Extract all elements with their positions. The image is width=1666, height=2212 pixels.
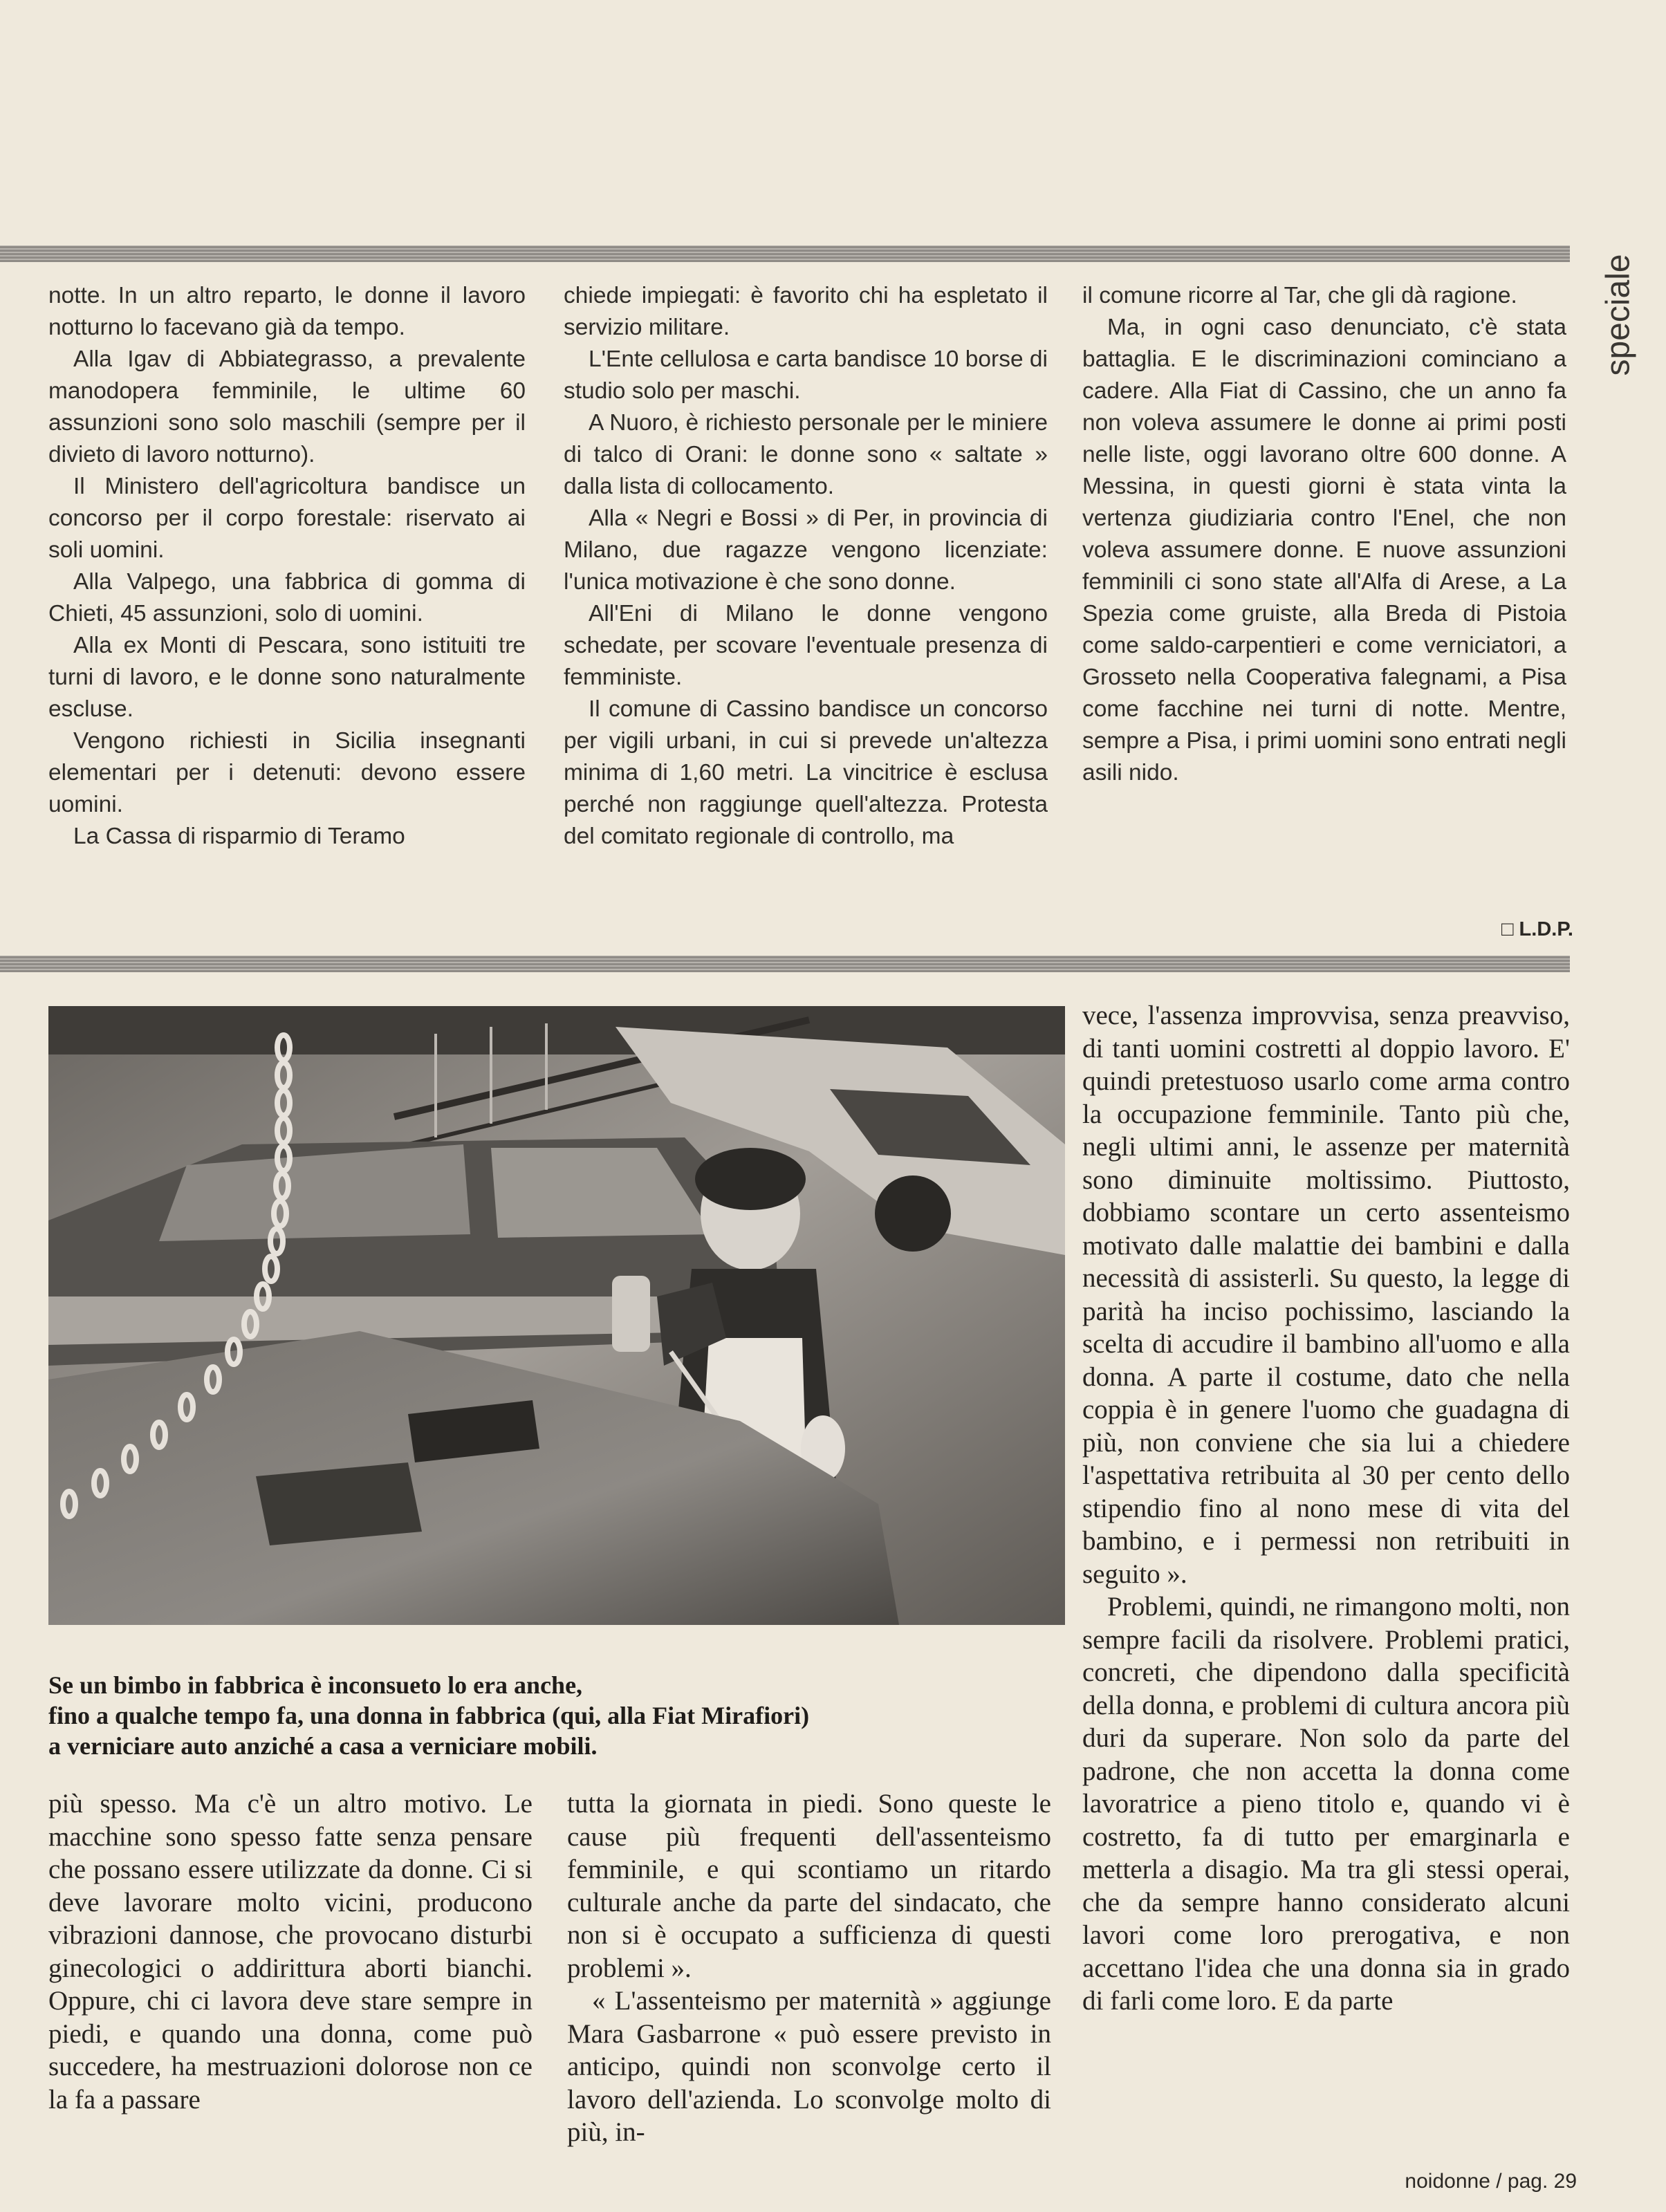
top-column-1: notte. In un altro reparto, le donne il lavoro notturno lo facevano già da tempo. Alla Igav di Abbiategrasso, a prevalente manodopera femminile, le ultime 60 assunzioni sono solo maschili (sempre per il divieto di lavoro notturno). Il Ministero dell'agricoltura bandisce un concorso per il corpo forestale: riservato ai soli uomini. Alla Valpego, una fabbrica di gomma di Chieti, 45 assunzioni, solo di uomini. Alla ex Monti di Pescara, sono istituiti tre turni di lavoro, e le donne sono naturalmente escluse. Vengono richiesti in Sicilia insegnanti elementari per i detenuti: devono essere uomini. La Cassa di risparmio di Teramo <box>48 283 526 849</box>
section-label: speciale <box>1600 253 1637 376</box>
bottom-column-1: più spesso. Ma c'è un altro motivo. Le macchine sono spesso fatte senza pensare che possano essere utilizzate da donne. Ci si deve lavorare molto vicini, producono vibrazioni dannose, che provocano disturbi ginecologici o addirittura aborti bianchi. Oppure, chi ci lavora deve stare sempre in piedi, e quando una donna, come può succedere, ha mestruazioni dolorose non ce la fa a passare <box>48 1789 533 2115</box>
page-footer <box>1314 2170 1577 2197</box>
bottom-column-2: tutta la giornata in piedi. Sono queste le cause più frequenti dell'assenteismo femminile, e qui scontiamo un ritardo culturale anche da parte del sindacato, che non si è occupato a sufficienza di questi problemi ». « L'assenteismo per maternità » aggiunge Mara Gasbarrone « può essere previsto in anticipo, quindi non sconvolge certo il lavoro dell'azienda. Lo sconvolge molto di più, in- <box>567 1789 1051 2147</box>
footer-separator: / <box>1496 2170 1508 2193</box>
magazine-name: noidonne <box>1405 2170 1490 2193</box>
top-column-2: chiede impiegati: è favorito chi ha espletato il servizio militare. L'Ente cellulosa e carta bandisce 10 borse di studio solo per maschi. A Nuoro, è richiesto personale per le miniere di talco di Orani: le donne sono « saltate » dalla lista di collocamento. Alla « Negri e Bossi » di Per, in provincia di Milano, due ragazze vengono licenziate: l'unica motivazione è che sono donne. All'Eni di Milano le donne vengono schedate, per scovare l'eventuale presenza di femministe. Il comune di Cassino bandisce un concorso per vigili urbani, in cui si prevede un'altezza minima di 1,60 metri. La vincitrice è esclusa perché non raggiunge quell'altezza. Protesta del comitato regionale di controllo, ma <box>564 283 1048 849</box>
top-rule <box>0 245 1570 262</box>
factory-photo <box>48 1006 1065 1625</box>
top-column-3: il comune ricorre al Tar, che gli dà ragione. Ma, in ogni caso denunciato, c'è stata battaglia. E le discriminazioni cominciano a cadere. Alla Fiat di Cassino, che un anno fa non voleva assumere le donne ai primi posti nelle liste, oggi lavorano oltre 600 donne. A Messina, in questi giorni è stata vinta la vertenza giudiziaria contro l'Enel, che non voleva assumere donne. E nuove assunzioni femminili ci sono state all'Alfa di Arese, a La Spezia come gruiste, alla Breda di Pistoia come saldo-carpentieri e come verniciatori, a Grosseto nella Cooperativa falegnami, a Pisa come facchine nei turni di notte. Mentre, sempre a Pisa, i primi uomini sono entrati negli asili nido. <box>1082 283 1566 786</box>
photo-caption: Se un bimbo in fabbrica è inconsueto lo era anche, fino a qualche tempo fa, una donna in fabbrica (qui, alla Fiat Mirafiori) a verniciare auto anziché a casa a verniciare mobili. <box>48 1671 810 1760</box>
right-column: vece, l'assenza improvvisa, senza preavviso, di tanti uomini costretti al doppio lavoro. E' quindi pretestuoso usarlo come arma contro la occupazione femminile. Tanto più che, negli ultimi anni, le assenze per maternità sono diminuite moltissimo. Piuttosto, dobbiamo scontare un certo assenteismo motivato dalle malattie dei bambini e dalla necessità di assisterli. Su questo, la legge di parità ha inciso pochissimo, lasciando la scelta di accudire il bambino all'uomo e alla donna. A parte il costume, dato che nella coppia è in genere l'uomo che guadagna di più, non conviene che sia lui a chiedere l'aspettativa retribuita al 30 per cento dello stipendio fino al nono mese di vita del bambino, e i permessi non retribuiti in seguito ». Problemi, quindi, ne rimangono molti, non sempre facili da risolvere. Problemi pratici, concreti, che dipendono dalla specificità della donna, e problemi di cultura ancora più duri da superare. Non solo da parte del padrone, che non accetta la donna come lavoratrice a pieno titolo e, quando vi è costretto, fa di tutto per emarginarla e metterla a disagio. Ma tra gli stessi operai, che da sempre hanno considerato alcuni lavori come loro prerogativa, e non accettano l'idea che una donna sia in grado di farli come loro. E da parte <box>1082 1001 1570 2016</box>
page-number: pag. 29 <box>1507 2170 1577 2193</box>
author-signature: □ L.D.P. <box>1501 918 1573 940</box>
middle-rule <box>0 956 1570 972</box>
